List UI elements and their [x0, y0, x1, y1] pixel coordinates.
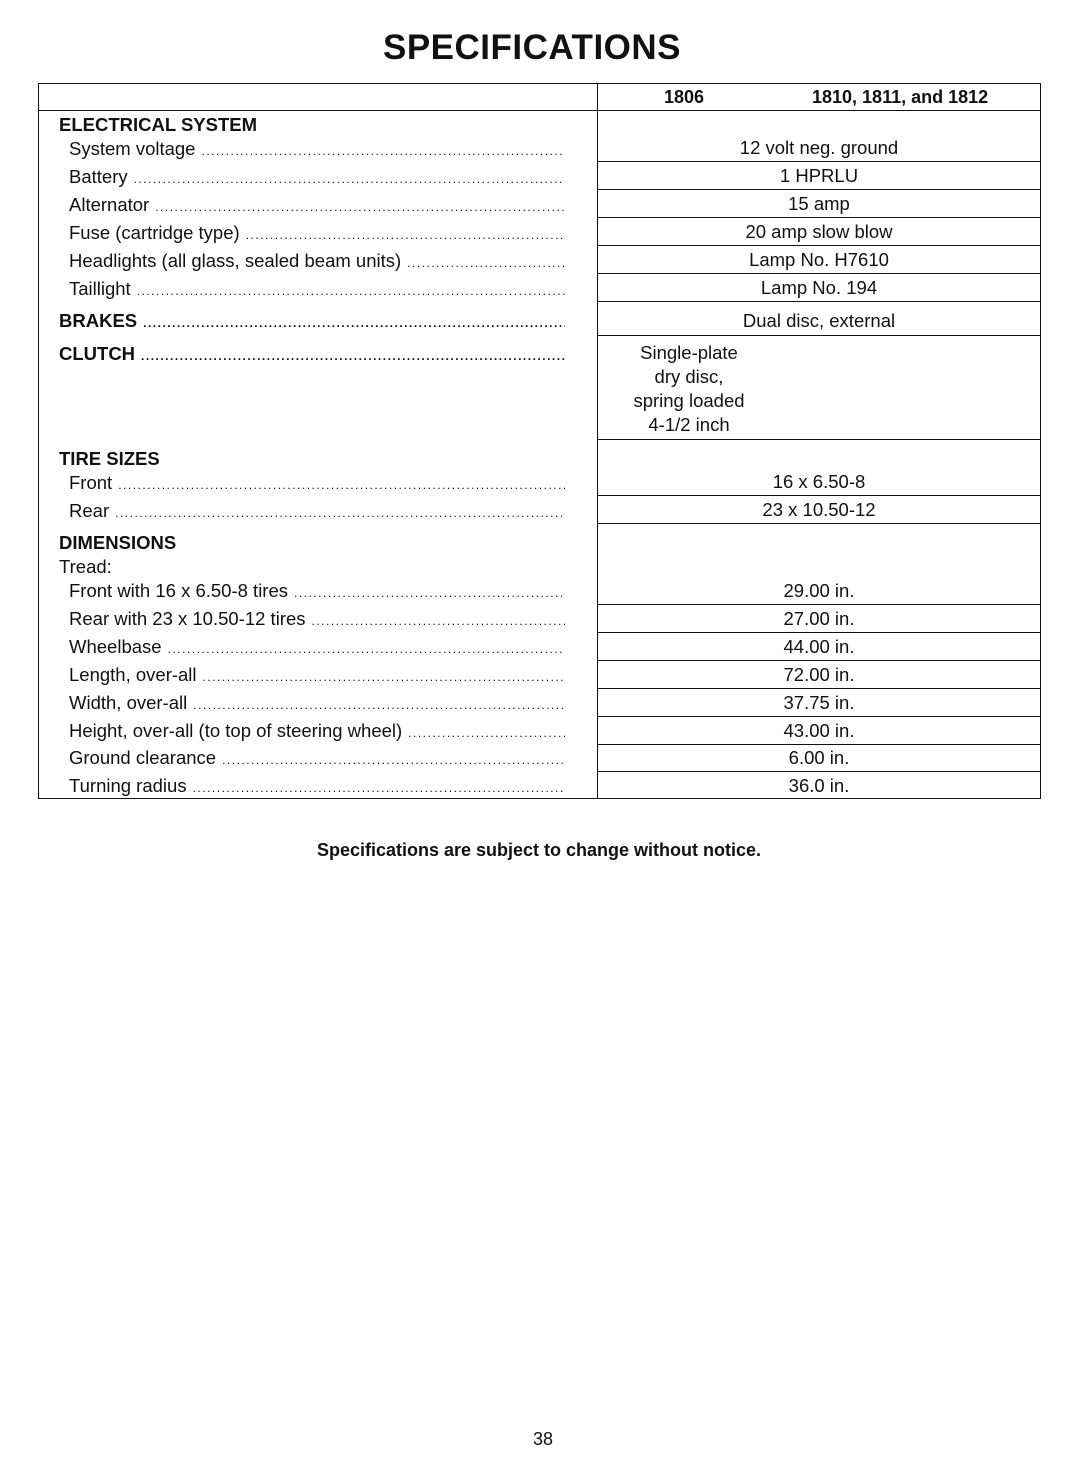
row-rule [597, 688, 1040, 689]
spec-label-height: Height, over-all (to top of steering wheel) ..... [69, 720, 565, 744]
spec-value-tread-front: 29.00 in. [783, 580, 855, 601]
spec-value-clutch-line: 4-1/2 inch [648, 414, 730, 435]
spec-value-battery: 1 HPRLU [779, 165, 859, 186]
spec-value-wheelbase: 44.00 in. [783, 636, 855, 657]
row-rule [597, 523, 1040, 524]
spec-value-height: 43.00 in. [783, 720, 855, 741]
row-rule [597, 771, 1040, 772]
spec-label-brakes: BRAKES ..... [59, 310, 565, 334]
spec-label-width: Width, over-all ..... [69, 692, 565, 716]
footnote: Specifications are subject to change without notice. [316, 840, 762, 860]
row-rule [597, 161, 1040, 162]
row-rule [597, 716, 1040, 717]
column-divider [597, 84, 598, 798]
page-title: SPECIFICATIONS [382, 28, 682, 67]
spec-value-front-tire: 16 x 6.50-8 [772, 471, 866, 492]
spec-value-clutch-line: Single-plate [640, 342, 738, 363]
spec-value-tread-rear: 27.00 in. [783, 608, 855, 629]
row-rule [597, 660, 1040, 661]
spec-label-battery: Battery ..... [69, 166, 565, 190]
spec-label-tread-front: Front with 16 x 6.50-8 tires ..... [69, 580, 565, 604]
spec-value-clutch-line: dry disc, [654, 366, 724, 387]
row-rule [597, 335, 1040, 336]
spec-label-front-tire: Front ..... [69, 472, 565, 496]
row-rule [597, 632, 1040, 633]
spec-value-system-voltage: 12 volt neg. ground [739, 137, 899, 158]
row-rule [597, 245, 1040, 246]
spec-label-wheelbase: Wheelbase ..... [69, 636, 565, 660]
page-number: 38 [532, 1429, 554, 1449]
subheading-tread: Tread: [59, 556, 112, 577]
spec-value-brakes: Dual disc, external [742, 310, 896, 331]
spec-value-headlights: Lamp No. H7610 [749, 249, 889, 270]
spec-label-taillight: Taillight ..... [69, 278, 565, 302]
section-heading-tires: TIRE SIZES [59, 448, 160, 469]
spec-label-fuse: Fuse (cartridge type) ..... [69, 222, 565, 246]
spec-value-ground-clearance: 6.00 in. [788, 747, 850, 768]
spec-value-alternator: 15 amp [788, 193, 850, 214]
spec-value-length: 72.00 in. [783, 664, 855, 685]
spec-value-rear-tire: 23 x 10.50-12 [762, 499, 876, 520]
spec-value-turning-radius: 36.0 in. [788, 775, 850, 796]
spec-label-length: Length, over-all ..... [69, 664, 565, 688]
spec-label-clutch: CLUTCH ..... [59, 343, 565, 367]
section-heading-dimensions: DIMENSIONS [59, 532, 177, 553]
spec-value-width: 37.75 in. [783, 692, 855, 713]
specifications-table [38, 83, 1041, 799]
spec-label-ground-clearance: Ground clearance ..... [69, 747, 565, 771]
spec-label-turning-radius: Turning radius ..... [69, 775, 565, 799]
column-header-1810-1811-1812: 1810, 1811, and 1812 [812, 87, 989, 107]
column-header-1806: 1806 [664, 87, 705, 107]
spec-value-taillight: Lamp No. 194 [760, 277, 878, 298]
row-rule [597, 301, 1040, 302]
row-rule [597, 273, 1040, 274]
header-rule [39, 110, 1040, 111]
row-rule [597, 604, 1040, 605]
spec-label-rear-tire: Rear ..... [69, 500, 565, 524]
spec-label-system-voltage: System voltage ..... [69, 138, 565, 162]
spec-value-clutch-line: spring loaded [633, 390, 745, 411]
spec-value-fuse: 20 amp slow blow [745, 221, 893, 242]
spec-label-tread-rear: Rear with 23 x 10.50-12 tires ..... [69, 608, 565, 632]
row-rule [597, 217, 1040, 218]
row-rule [597, 495, 1040, 496]
spec-label-alternator: Alternator ..... [69, 194, 565, 218]
section-heading-electrical: ELECTRICAL SYSTEM [59, 114, 258, 135]
row-rule [597, 439, 1040, 440]
row-rule [597, 744, 1040, 745]
spec-label-headlights: Headlights (all glass, sealed beam units) ..... [69, 250, 565, 274]
row-rule [597, 189, 1040, 190]
